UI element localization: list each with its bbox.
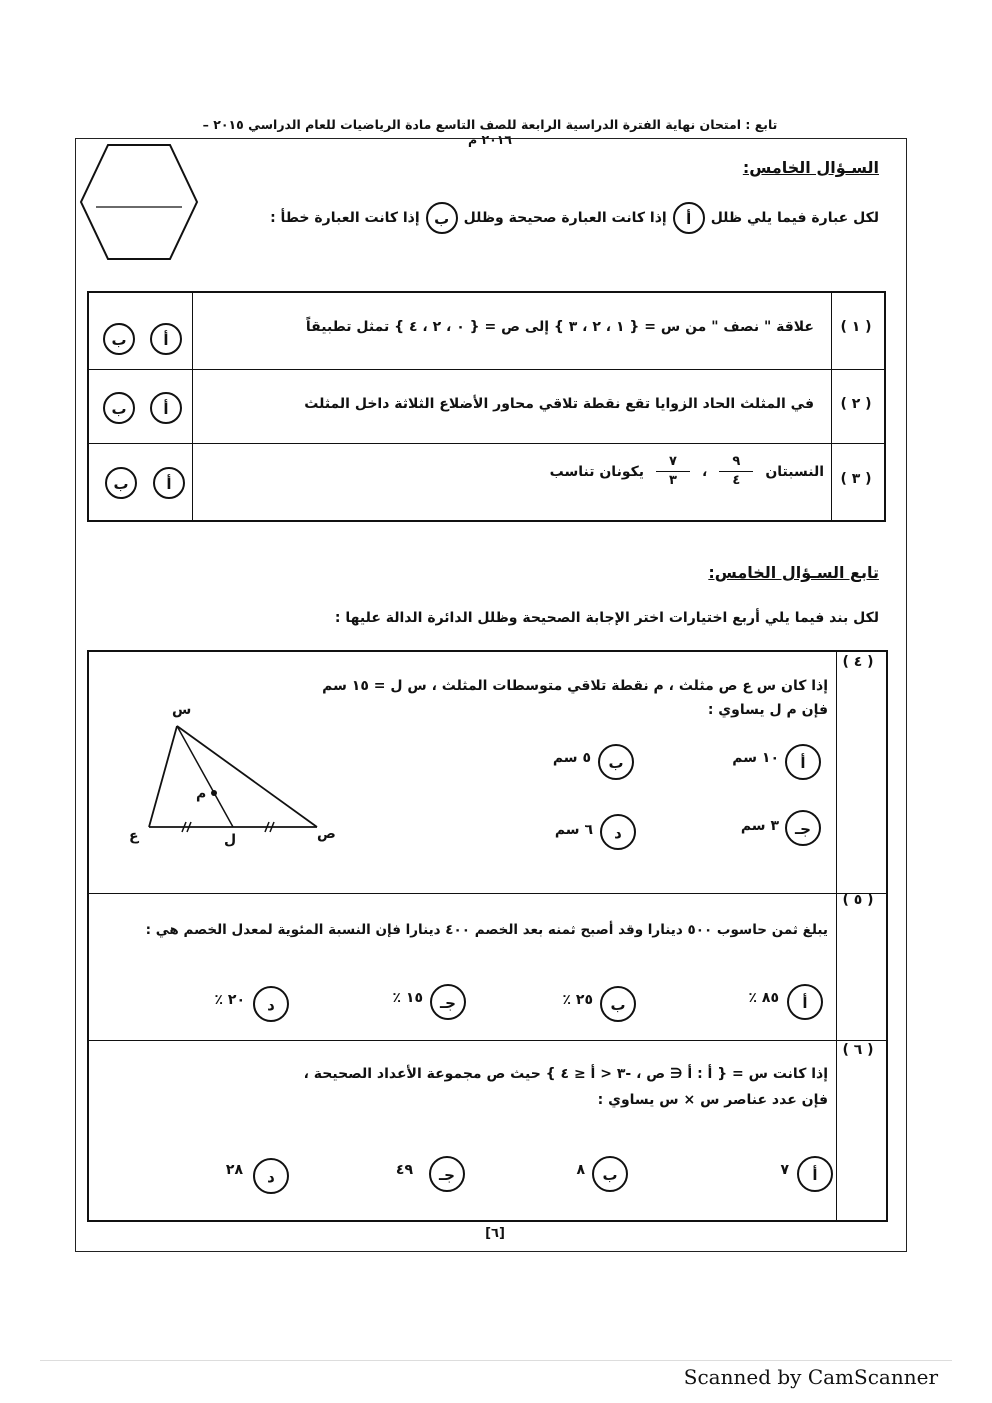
vertex-label-right: ص bbox=[317, 826, 336, 842]
section-title: السـؤال الخامس: bbox=[742, 158, 879, 177]
instruction bbox=[270, 202, 879, 234]
numerator: ٩ bbox=[732, 454, 741, 469]
option-b-text: ٨ bbox=[576, 1162, 585, 1178]
option-a-circle: أ bbox=[673, 202, 705, 234]
question-number: ( ١ ) bbox=[840, 319, 872, 335]
statement-text: النسبتان bbox=[765, 463, 824, 480]
multiple-choice-table bbox=[87, 650, 888, 1222]
row-divider bbox=[89, 1040, 886, 1041]
question-text: إذا كان س ع ص مثلث ، م نقطة تلاقي متوسطات المثلث ، س ل = ١٥ سم bbox=[322, 678, 828, 694]
question-text: فإن عدد عناصر س × س يساوي : bbox=[597, 1092, 828, 1108]
numerator: ٧ bbox=[669, 454, 677, 469]
answer-a-bubble[interactable]: أ bbox=[150, 392, 182, 424]
denominator: ٤ bbox=[732, 473, 741, 488]
instruction-part3: إذا كانت العبارة خطأ : bbox=[270, 210, 420, 226]
question-text: فإن م ل يساوي : bbox=[707, 702, 828, 718]
midpoint-label: ل bbox=[224, 832, 237, 848]
option-a-bubble[interactable]: أ bbox=[797, 1156, 833, 1192]
scanner-watermark: Scanned by CamScanner bbox=[683, 1365, 938, 1389]
section-title: تابع السـؤال الخامس: bbox=[708, 563, 879, 582]
row-divider bbox=[89, 443, 884, 444]
option-d-bubble[interactable]: د bbox=[253, 1158, 289, 1194]
instruction: لكل بند فيما يلي أربع اختيارات اختر الإجابة الصحيحة وظلل الدائرة الدالة عليها : bbox=[334, 610, 879, 626]
option-b-circle: ب bbox=[426, 202, 458, 234]
option-d-text: ٢٠ ٪ bbox=[214, 992, 245, 1008]
page-number: [٦] bbox=[485, 1226, 505, 1241]
option-c-text: ٣ سم bbox=[740, 818, 779, 834]
separator: ، bbox=[702, 463, 708, 480]
option-c-text: ٤٩ bbox=[395, 1162, 413, 1178]
option-b-bubble[interactable]: ب bbox=[600, 986, 636, 1022]
score-hexagon bbox=[78, 143, 200, 261]
row-divider bbox=[89, 893, 886, 894]
footer-divider bbox=[40, 1360, 952, 1361]
answer-b-bubble[interactable]: ب bbox=[105, 467, 137, 499]
option-b-bubble[interactable]: ب bbox=[598, 744, 634, 780]
option-c-text: ١٥ ٪ bbox=[392, 990, 423, 1006]
statement-ratio bbox=[550, 453, 824, 490]
option-a-text: ٧ bbox=[780, 1162, 789, 1178]
column-divider bbox=[192, 293, 193, 520]
option-d-bubble[interactable]: د bbox=[253, 986, 289, 1022]
fraction bbox=[719, 453, 753, 490]
question-number: ( ٤ ) bbox=[842, 654, 874, 670]
instruction-part1: لكل عبارة فيما يلي ظلل bbox=[710, 210, 879, 226]
triangle-figure bbox=[127, 706, 347, 856]
answer-b-bubble[interactable]: ب bbox=[103, 323, 135, 355]
answer-a-bubble[interactable]: أ bbox=[150, 323, 182, 355]
question-text: يبلغ ثمن حاسوب ٥٠٠ دينارا وقد أصبح ثمنه بعد الخصم ٤٠٠ دينارا فإن النسبة المئوية لمعدل الخصم هي : bbox=[145, 922, 828, 938]
option-c-bubble[interactable]: جـ bbox=[785, 810, 821, 846]
exam-header: تابع : امتحان نهاية الفترة الدراسية الرابعة للصف التاسع مادة الرياضيات للعام الدراسي ٢٠١٥ – ٢٠١٦ م bbox=[202, 117, 778, 147]
instruction-part2: إذا كانت العبارة صحيحة وظلل bbox=[463, 210, 667, 226]
answer-b-bubble[interactable]: ب bbox=[103, 392, 135, 424]
option-b-text: ٥ سم bbox=[552, 750, 591, 766]
option-a-text: ٨٥ ٪ bbox=[748, 990, 779, 1006]
option-d-text: ٢٨ bbox=[225, 1162, 243, 1178]
column-divider bbox=[836, 652, 837, 1220]
question-number: ( ٢ ) bbox=[840, 396, 872, 412]
vertex-label-left: ع bbox=[129, 828, 139, 844]
fraction bbox=[656, 453, 690, 490]
denominator: ٣ bbox=[669, 473, 677, 488]
statement-text: في المثلث الحاد الزوايا تقع نقطة تلاقي محاور الأضلاع الثلاثة داخل المثلث bbox=[304, 396, 814, 412]
column-divider bbox=[831, 293, 832, 520]
question-number: ( ٦ ) bbox=[842, 1042, 874, 1058]
option-a-bubble[interactable]: أ bbox=[785, 744, 821, 780]
question-number: ( ٥ ) bbox=[842, 892, 874, 908]
statement-text: يكونان تناسب bbox=[549, 463, 645, 480]
option-d-text: ٦ سم bbox=[554, 822, 593, 838]
question-text: إذا كانت س = { أ : أ ∈ ص ، -٣ < أ ≤ ٤ } حيث ص مجموعة الأعداد الصحيحة ، bbox=[303, 1066, 828, 1082]
row-divider bbox=[89, 369, 884, 370]
option-d-bubble[interactable]: د bbox=[600, 814, 636, 850]
vertex-label-top: س bbox=[172, 702, 192, 718]
true-false-table bbox=[87, 291, 886, 522]
option-a-text: ١٠ سم bbox=[732, 750, 779, 766]
option-a-bubble[interactable]: أ bbox=[787, 984, 823, 1020]
question-number: ( ٣ ) bbox=[840, 471, 872, 487]
option-c-bubble[interactable]: جـ bbox=[430, 984, 466, 1020]
answer-a-bubble[interactable]: أ bbox=[153, 467, 185, 499]
option-b-bubble[interactable]: ب bbox=[592, 1156, 628, 1192]
centroid-label: م bbox=[196, 786, 207, 802]
statement-text: علاقة " نصف " من س = { ١ ، ٢ ، ٣ } إلى ص = { ٠ ، ٢ ، ٤ } تمثل تطبيقاً bbox=[305, 319, 814, 335]
option-c-bubble[interactable]: جـ bbox=[429, 1156, 465, 1192]
option-b-text: ٢٥ ٪ bbox=[562, 992, 593, 1008]
